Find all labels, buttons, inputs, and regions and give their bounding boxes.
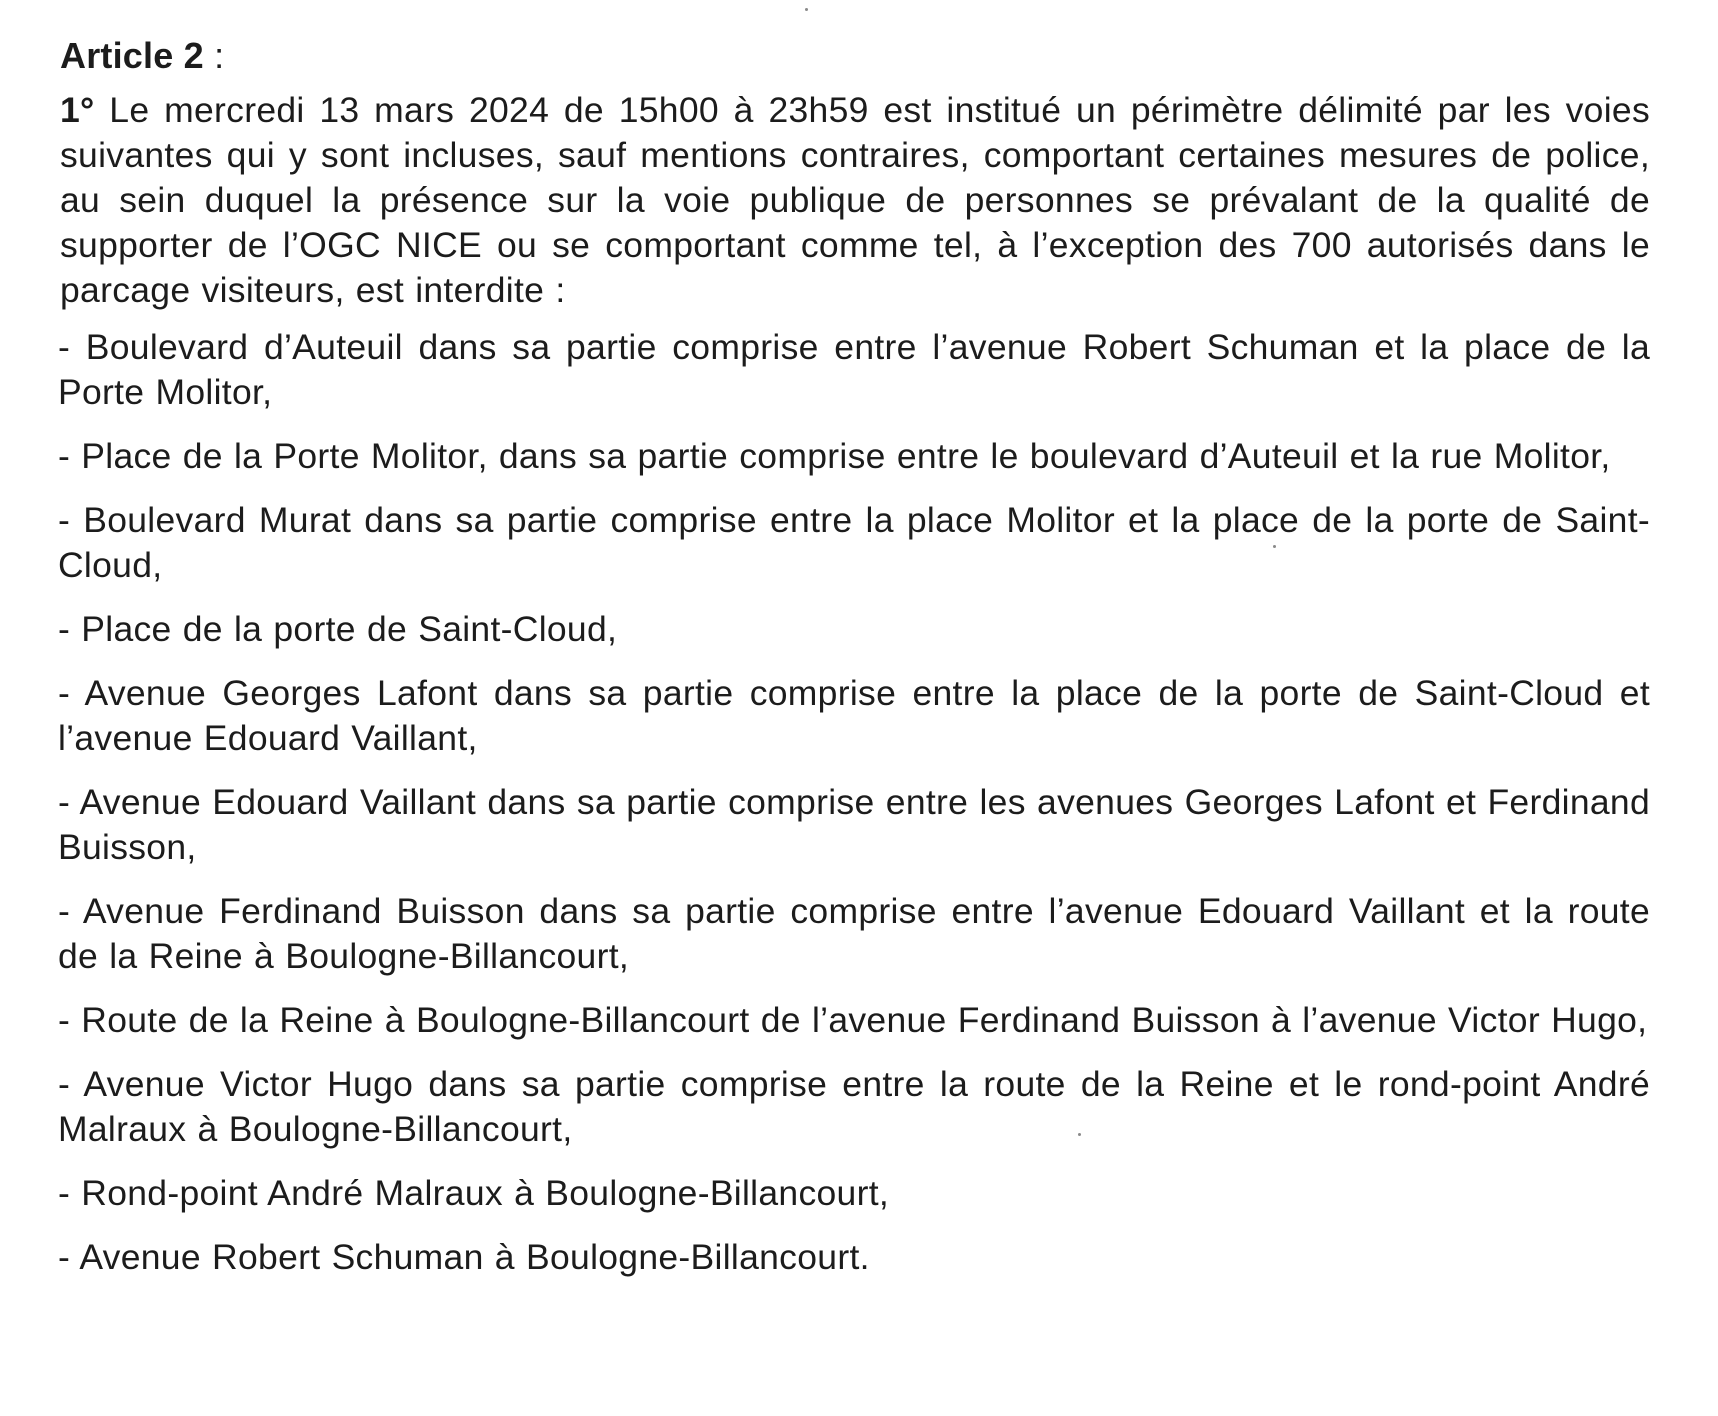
- scan-speck: [805, 8, 808, 11]
- street-item: - Rond-point André Malraux à Boulogne-Billancourt,: [58, 1173, 890, 1213]
- intro-text: Le mercredi 13 mars 2024 de 15h00 à 23h59 est institué un périmètre délimité par les voies suivantes qui y sont incluses, sauf mentions contraires, comportant certaines mesures de police, au sein duquel la présence sur la voie publique de personnes se prévalant de la qualité de supporter de l’OGC NICE ou se comportant comme tel, à l’exception des 700 autorisés dans le parcage visiteurs, est interdite :: [60, 90, 1650, 310]
- article-title-suffix: :: [203, 35, 225, 76]
- street-item: - Avenue Victor Hugo dans sa partie comprise entre la route de la Reine et le rond-point André Malraux à Boulogne-Billancourt,: [58, 1064, 1650, 1149]
- street-item: - Boulevard Murat dans sa partie comprise entre la place Molitor et la place de la porte de Saint-Cloud,: [58, 500, 1650, 585]
- paragraph-number: 1°: [60, 90, 95, 130]
- scan-speck: [1078, 1133, 1081, 1136]
- street-item: - Route de la Reine à Boulogne-Billancourt de l’avenue Ferdinand Buisson à l’avenue Victor Hugo,: [58, 1000, 1648, 1040]
- street-item: - Place de la Porte Molitor, dans sa partie comprise entre le boulevard d’Auteuil et la rue Molitor,: [58, 436, 1611, 476]
- scan-speck: [1273, 545, 1276, 548]
- street-item: - Avenue Edouard Vaillant dans sa partie comprise entre les avenues Georges Lafont et Ferdinand Buisson,: [58, 782, 1650, 867]
- street-item: - Avenue Georges Lafont dans sa partie comprise entre la place de la porte de Saint-Cloud et l’avenue Edouard Vaillant,: [58, 673, 1650, 758]
- street-item: - Place de la porte de Saint-Cloud,: [58, 609, 618, 649]
- intro-paragraph: [60, 88, 1650, 313]
- street-list: [58, 325, 1650, 1280]
- street-item: - Boulevard d’Auteuil dans sa partie comprise entre l’avenue Robert Schuman et la place de la Porte Molitor,: [58, 327, 1650, 412]
- street-item: - Avenue Ferdinand Buisson dans sa partie comprise entre l’avenue Edouard Vaillant et la route de la Reine à Boulogne-Billancourt,: [58, 891, 1650, 976]
- article-body: [58, 34, 1650, 1299]
- article-heading: [60, 34, 1650, 78]
- article-title: Article 2: [60, 35, 204, 76]
- street-item: - Avenue Robert Schuman à Boulogne-Billancourt.: [58, 1237, 870, 1277]
